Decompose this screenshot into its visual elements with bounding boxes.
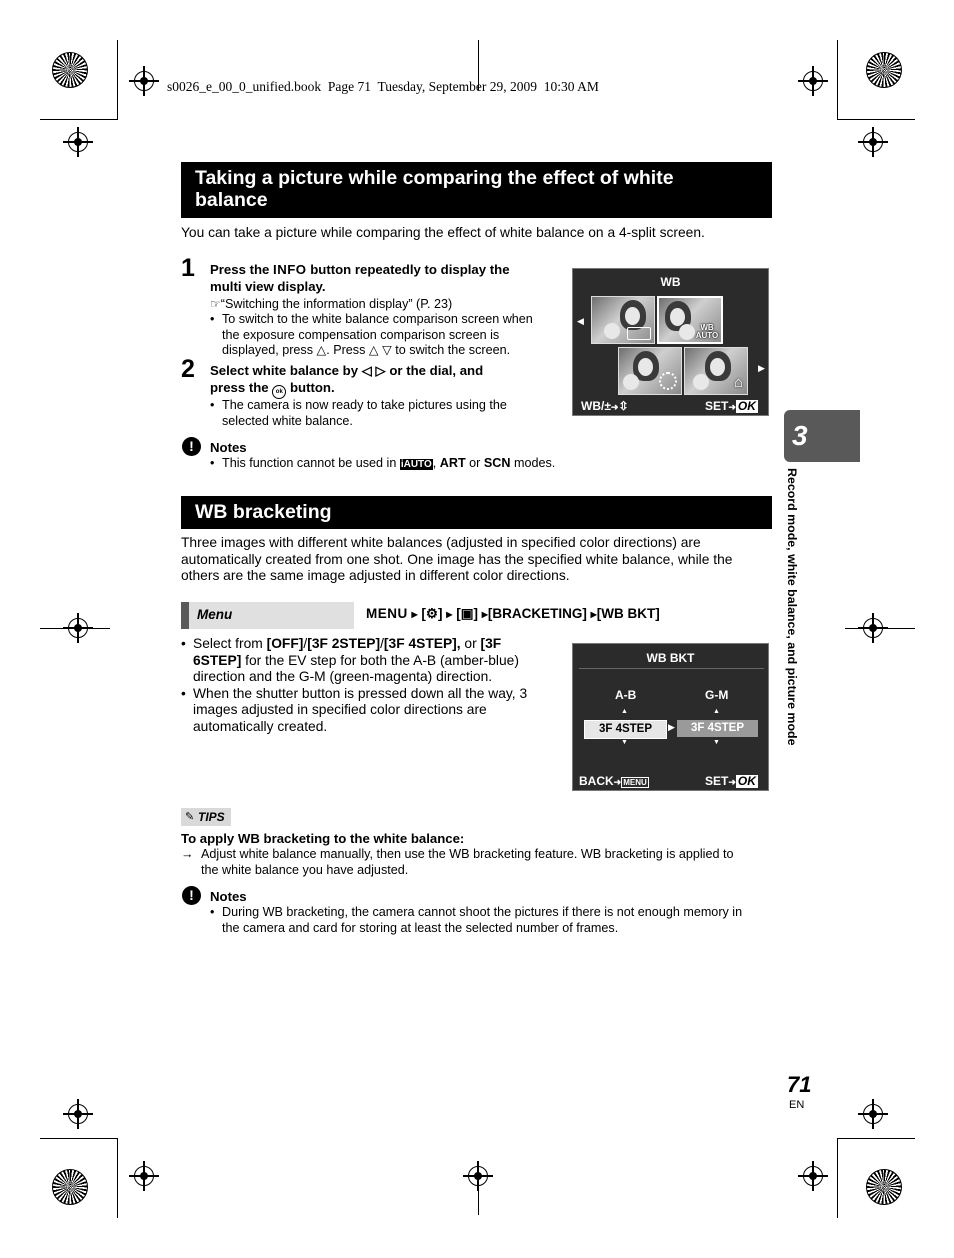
registration-mark-icon xyxy=(134,71,154,91)
print-header: s0026_e_00_0_unified.book Page 71 Tuesday, September 29, 2009 10:30 AM xyxy=(167,79,599,94)
arrow-icon: ➜ xyxy=(728,402,736,412)
page-number: 71 xyxy=(787,1072,812,1097)
step1-bullet-line: the exposure compensation comparison screen is xyxy=(222,328,500,342)
up-arrow-icon: △ xyxy=(316,343,327,357)
step2-bullet-line: The camera is now ready to take pictures using the xyxy=(222,398,507,412)
tips-arrow: → xyxy=(181,847,194,861)
notes-exclamation-icon: ! xyxy=(182,437,201,456)
screen-footer-left: BACK➜ MENU xyxy=(579,774,647,788)
section2-intro-line: Three images with different white balances (adjusted in specified color directions) are xyxy=(181,535,701,550)
custom-wb-icon xyxy=(627,327,651,340)
step-number: 2 xyxy=(181,355,195,383)
up-down-icon: ⇳ xyxy=(618,399,629,413)
section-heading-line: Taking a picture while comparing the effect of white xyxy=(195,167,674,189)
up-arrow-icon: ▲ xyxy=(713,708,720,715)
crop-mark xyxy=(837,40,838,120)
registration-mark-icon xyxy=(863,618,883,638)
screen-footer-right: SET➜ OK xyxy=(705,399,756,413)
section-heading-wb-compare xyxy=(181,162,772,218)
screen-footer-right: SET➜ OK xyxy=(705,774,756,788)
camera-screen-wb xyxy=(572,268,769,416)
section-heading-wb-bracketing: WB bracketing xyxy=(181,496,772,529)
registration-star-icon xyxy=(866,52,902,88)
bullet2-line: When the shutter button is pressed down all the way, 3 xyxy=(193,686,528,701)
registration-mark-icon xyxy=(803,71,823,91)
sunny-wb-icon xyxy=(659,372,677,390)
shooting-menu-icon: ▣ xyxy=(460,606,474,621)
chapter-vertical-title: Record mode, white balance, and picture mode xyxy=(785,468,799,746)
page-language: EN xyxy=(789,1099,805,1111)
bullet1-line: Select from [OFF]/[3F 2STEP]/[3F 4STEP], or [3F xyxy=(193,636,502,651)
arrow-icon: ➜ xyxy=(613,777,622,787)
wb-preview-thumb[interactable] xyxy=(591,296,655,344)
bullet2-line: automatically created. xyxy=(193,719,328,734)
wb-preview-thumb-selected[interactable] xyxy=(657,296,723,344)
registration-star-icon xyxy=(866,1169,902,1205)
section1-intro: You can take a picture while comparing the effect of white balance on a 4-split screen. xyxy=(181,225,705,240)
crop-mark xyxy=(837,1138,838,1218)
menu-label: Menu xyxy=(197,607,233,622)
path-arrow-icon: ▶ xyxy=(446,610,453,619)
crop-mark xyxy=(837,1138,915,1139)
registration-mark-icon xyxy=(863,1104,883,1124)
registration-mark-icon xyxy=(68,132,88,152)
crop-mark xyxy=(117,40,118,120)
shade-wb-icon: ⌂ xyxy=(733,374,743,391)
step-number: 1 xyxy=(181,254,195,282)
notes-title: Notes xyxy=(210,440,247,455)
crop-mark xyxy=(40,1138,118,1139)
notes-text: This function cannot be used in iAUTO, ART or SCN modes. xyxy=(222,456,556,470)
crop-mark xyxy=(837,119,915,120)
menu-path: MENU ▶ [⚙] ▶ [▣] ▶[BRACKETING] ▶[WB BKT] xyxy=(366,606,660,621)
up-arrow-icon: △ xyxy=(368,343,379,357)
wb-preview-thumb[interactable] xyxy=(618,347,682,395)
wb-preset-label: WB AUTO xyxy=(695,323,719,340)
step2-instruction: Select white balance by ◁ ▷ or the dial, and xyxy=(210,363,484,378)
ok-label: OK xyxy=(737,399,756,413)
notes-text-line: During WB bracketing, the camera cannot shoot the pictures if there is not enough memory in xyxy=(222,905,743,919)
registration-mark-icon xyxy=(803,1166,823,1186)
up-arrow-icon: ▲ xyxy=(621,708,628,715)
step1-instruction: Press the INFO button repeatedly to display the xyxy=(210,262,510,277)
iauto-mode-icon: iAUTO xyxy=(400,459,432,470)
step1-bullet-line: displayed, press △. Press △ ▽ to switch the screen. xyxy=(222,343,511,357)
column-label-ab: A-B xyxy=(615,688,637,702)
ab-step-select[interactable]: 3F 4STEP xyxy=(584,720,667,739)
section2-intro-line: others are the same image adjusted in different color directions. xyxy=(181,568,570,583)
ok-label: OK xyxy=(737,774,756,788)
section-heading-line: balance xyxy=(195,189,268,211)
path-arrow-icon: ▶ xyxy=(481,610,488,619)
info-key: INFO xyxy=(273,262,307,277)
menu-key: MENU xyxy=(366,606,408,621)
tips-note-icon: ✎ xyxy=(185,811,195,823)
step1-bullet-line: To switch to the white balance comparison screen when xyxy=(222,312,533,326)
menu-label-bar xyxy=(181,602,354,629)
path-arrow-icon: ▶ xyxy=(411,610,418,619)
camera-screen-wb-bkt xyxy=(572,643,769,791)
tips-label: TIPS xyxy=(198,810,225,824)
registration-mark-icon xyxy=(863,132,883,152)
bullet1-line: direction and the G-M (green-magenta) direction. xyxy=(193,669,493,684)
bullet-dot: • xyxy=(181,686,186,701)
crop-mark xyxy=(40,119,118,120)
tips-text-line: the white balance you have adjusted. xyxy=(201,863,409,877)
bullet1-line: 6STEP] for the EV step for both the A-B (amber-blue) xyxy=(193,653,519,668)
path-arrow-icon: ▶ xyxy=(590,610,597,619)
registration-mark-icon xyxy=(68,1104,88,1124)
screen-footer-left: WB/±➜⇳ xyxy=(581,399,629,413)
column-label-gm: G-M xyxy=(705,688,729,702)
registration-mark-icon xyxy=(468,1166,488,1186)
registration-star-icon xyxy=(52,1169,88,1205)
bullet-dot: • xyxy=(181,636,186,651)
screen-title: WB xyxy=(660,275,681,289)
down-arrow-icon: ▼ xyxy=(713,739,720,746)
tips-text-line: Adjust white balance manually, then use the WB bracketing feature. WB bracketing is applied to xyxy=(201,847,734,861)
reference-link[interactable]: “Switching the information display” (P. 23) xyxy=(220,297,453,311)
page-reference-icon: ☞ xyxy=(210,297,221,311)
gm-step-select[interactable]: 3F 4STEP xyxy=(677,720,758,737)
step1-instruction-cont: multi view display. xyxy=(210,279,326,294)
bullet2-line: images adjusted in specified color directions are xyxy=(193,702,487,717)
notes-exclamation-icon: ! xyxy=(182,886,201,905)
custom-menu-icon: ⚙ xyxy=(425,606,439,621)
section2-intro-line: automatically created from one shot. One image has the specified white balance, while the xyxy=(181,552,733,567)
step1-reference xyxy=(210,297,452,313)
screen-title: WB BKT xyxy=(646,651,695,665)
menu-button-icon: MENU xyxy=(623,778,647,787)
step2-instruction-cont: press the ok button. xyxy=(210,380,335,399)
registration-mark-icon xyxy=(68,618,88,638)
right-arrow-icon: ▷ xyxy=(375,363,386,378)
right-arrow-icon: ▶ xyxy=(758,363,765,373)
registration-star-icon xyxy=(52,52,88,88)
tips-heading: To apply WB bracketing to the white balance: xyxy=(181,831,465,846)
notes-title: Notes xyxy=(210,889,247,904)
art-mode: ART xyxy=(439,456,466,470)
left-arrow-icon: ◀ xyxy=(577,316,584,326)
tips-badge xyxy=(181,808,231,826)
exposure-comp-icon: ± xyxy=(604,399,611,413)
left-arrow-icon: ◁ xyxy=(361,363,372,378)
arrow-icon: ➜ xyxy=(610,402,619,412)
chapter-tab[interactable]: 3 xyxy=(784,410,860,462)
ok-button-icon: ok xyxy=(272,385,286,399)
registration-mark-icon xyxy=(134,1166,154,1186)
bullet-dot: • xyxy=(210,905,215,919)
bullet-dot: • xyxy=(210,398,215,412)
scn-mode: SCN xyxy=(483,456,511,470)
bullet-dot: • xyxy=(210,456,215,470)
step2-bullet-line: selected white balance. xyxy=(222,414,353,428)
notes-text-line: the camera and card for storing at least the selected number of frames. xyxy=(222,921,619,935)
crop-mark xyxy=(117,1138,118,1218)
wb-preview-thumb[interactable] xyxy=(684,347,748,395)
right-arrow-icon: ▶ xyxy=(668,722,675,732)
down-arrow-icon: ▼ xyxy=(621,739,628,746)
arrow-icon: ➜ xyxy=(728,777,736,787)
bullet-dot: • xyxy=(210,312,215,326)
down-arrow-icon: ▽ xyxy=(382,343,392,357)
